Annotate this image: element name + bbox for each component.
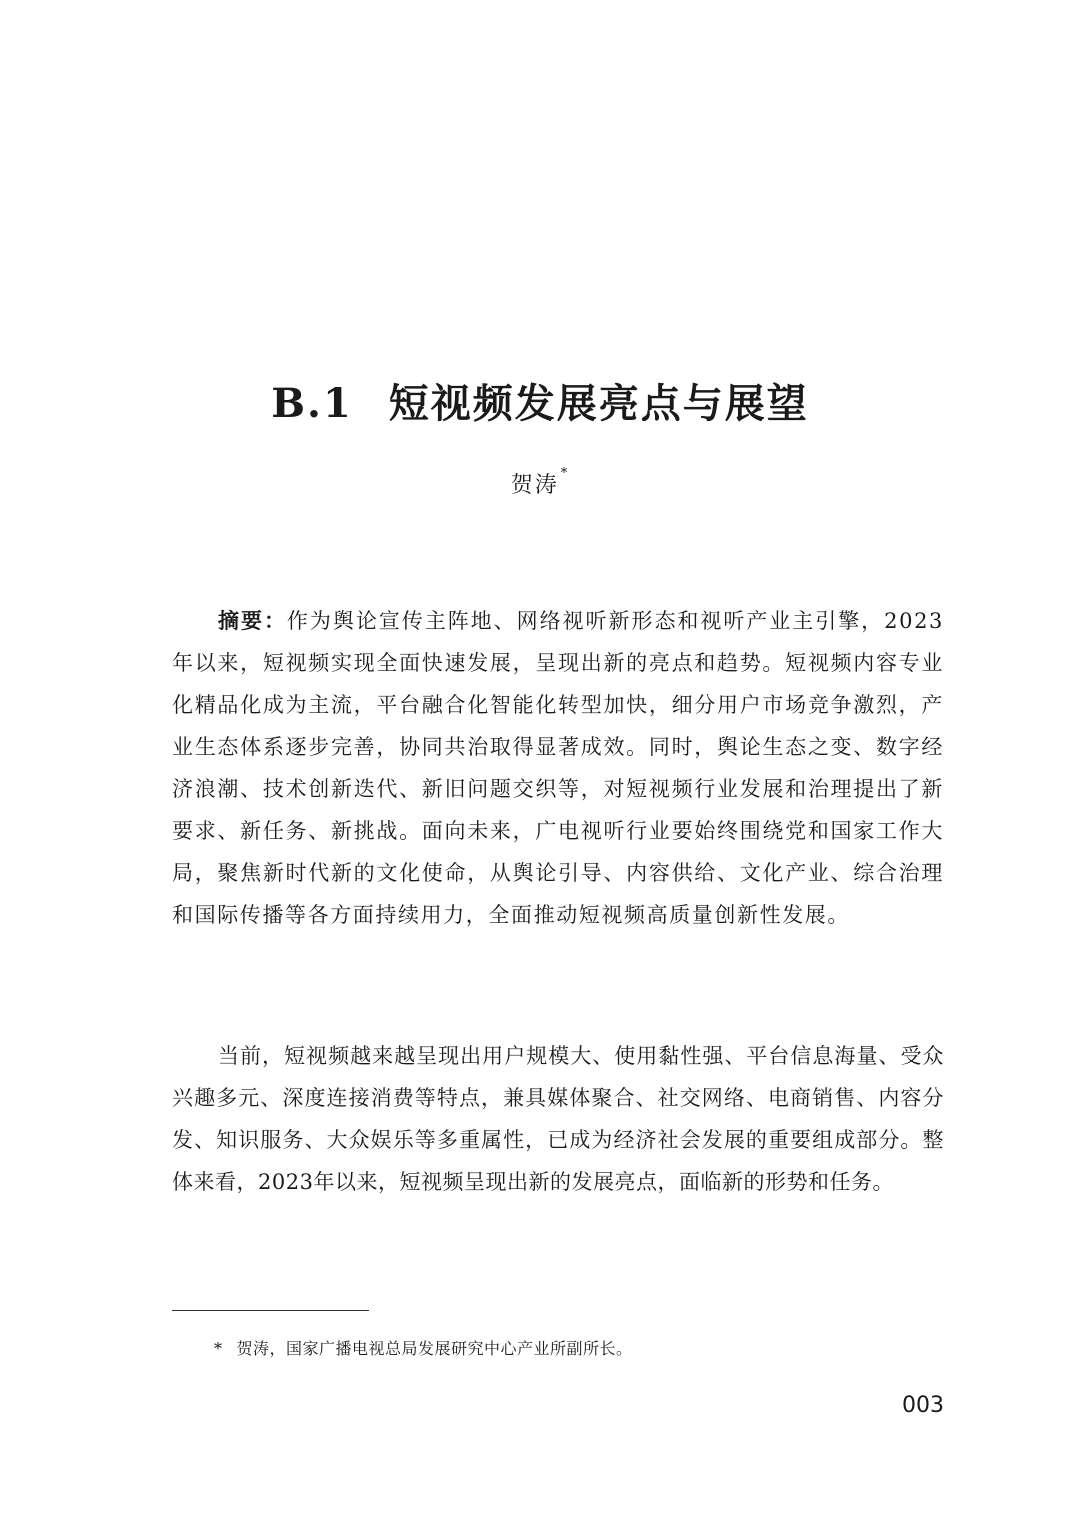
- footnote-text: 贺涛，国家广播电视总局发展研究中心产业所副所长。: [236, 1339, 633, 1358]
- body-paragraph: 当前，短视频越来越呈现出用户规模大、使用黏性强、平台信息海量、受众兴趣多元、深度连接消费等特点，兼具媒体聚合、社交网络、电商销售、内容分发、知识服务、大众娱乐等多重属性，已成为经济社会发展的重要组成部分。整体来看，2023年以来，短视频呈现出新的发展亮点，面临新的形势和任务。: [172, 1044, 944, 1194]
- footnote-mark: *: [214, 1339, 223, 1358]
- chapter-title-text: 短视频发展亮点与展望: [388, 381, 809, 427]
- abstract-paragraph: [172, 600, 944, 936]
- footnote-divider: [172, 1310, 369, 1311]
- chapter-title: [0, 378, 1080, 430]
- page-number: 003: [902, 1393, 944, 1418]
- author-line: [0, 468, 1080, 499]
- author-footnote-mark: *: [560, 466, 570, 481]
- footnote: [214, 1336, 944, 1362]
- abstract-label: 摘要：: [218, 609, 287, 633]
- abstract-text: 作为舆论宣传主阵地、网络视听新形态和视听产业主引擎，2023年以来，短视频实现全面快速发展，呈现出新的亮点和趋势。短视频内容专业化精品化成为主流，平台融合化智能化转型加快，细分用户市场竞争激烈，产业生态体系逐步完善，协同共治取得显著成效。同时，舆论生态之变、数字经济浪潮、技术创新迭代、新旧问题交织等，对短视频行业发展和治理提出了新要求、新任务、新挑战。面向未来，广电视听行业要始终围绕党和国家工作大局，聚焦新时代新的文化使命，从舆论引导、内容供给、文化产业、综合治理和国际传播等各方面持续用力，全面推动短视频高质量创新性发展。: [172, 609, 944, 927]
- author-name: 贺涛: [510, 473, 559, 498]
- chapter-number: B.1: [271, 380, 353, 427]
